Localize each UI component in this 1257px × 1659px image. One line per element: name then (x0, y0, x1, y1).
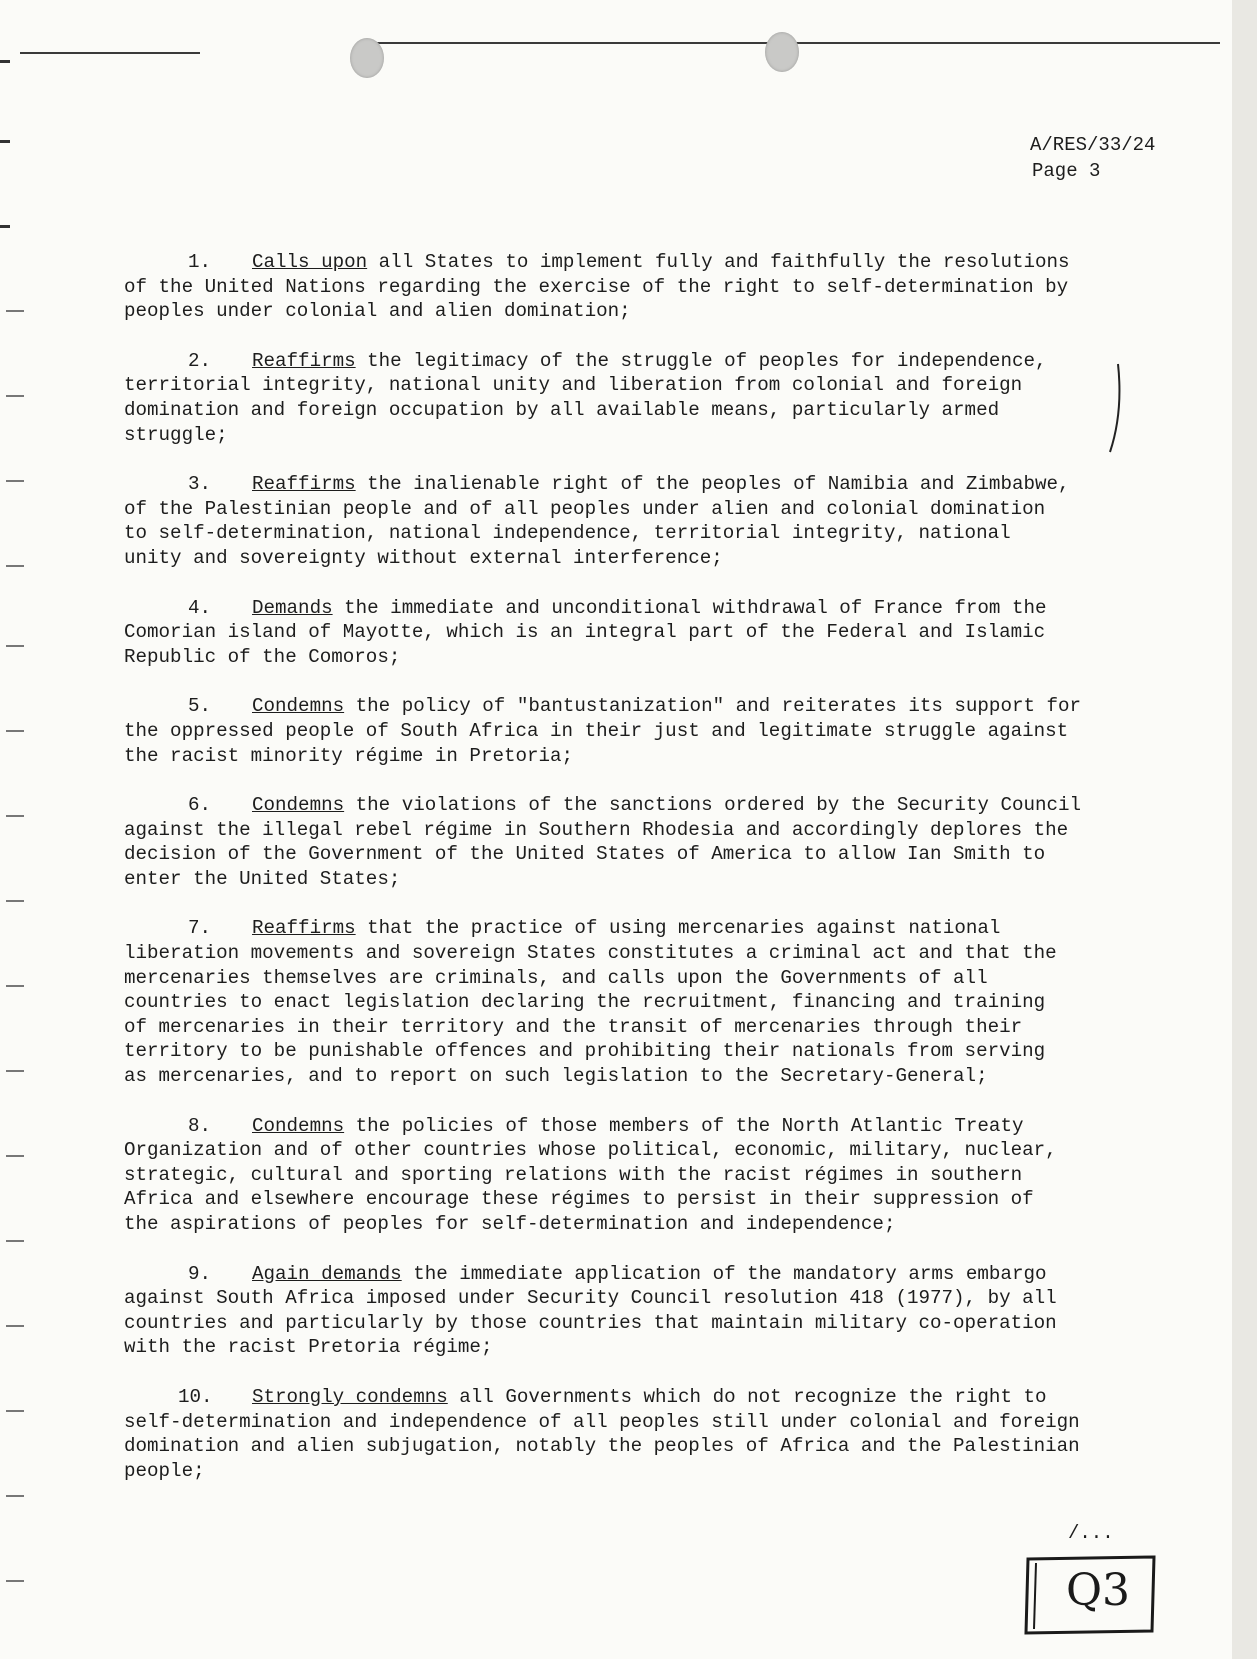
margin-tick (6, 900, 24, 902)
paragraph-number: 3. (188, 473, 212, 496)
operative-paragraph (124, 472, 1164, 570)
margin-tick (6, 645, 24, 647)
operative-paragraph (124, 1114, 1164, 1237)
operative-paragraph (124, 916, 1164, 1088)
margin-tick (6, 1070, 24, 1072)
paragraph-keyword: Reaffirms (252, 473, 356, 496)
margin-tick (6, 1155, 24, 1157)
paragraph-number: 4. (188, 596, 212, 619)
operative-paragraph (124, 793, 1164, 891)
operative-paragraph (124, 1262, 1164, 1360)
paragraph-keyword: Demands (252, 596, 333, 619)
operative-paragraph (124, 596, 1164, 670)
margin-tick (6, 565, 24, 567)
paragraph-keyword: Reaffirms (252, 917, 356, 940)
margin-mark (0, 140, 10, 143)
margin-tick (6, 1325, 24, 1327)
paragraph-text: all States to implement fully and faithfully the resolutions of the United Nations regarding the exercise of the right to self-determination by peoples under colonial and alien domination; (124, 251, 1070, 323)
margin-tick (6, 1580, 24, 1582)
margin-mark (0, 60, 10, 63)
paragraph-text: the immediate application of the mandatory arms embargo against South Africa imposed under Security Council resolution 418 (1977), by all countries and particularly by those countries that maintain military co-operation with the racist Pretoria régime; (124, 1262, 1057, 1359)
margin-mark (0, 225, 10, 228)
paragraph-number: 9. (188, 1262, 212, 1285)
operative-paragraph (124, 694, 1164, 768)
paragraph-keyword: Condemns (252, 794, 345, 817)
margin-bracket-mark (1108, 362, 1122, 454)
margin-tick (6, 730, 24, 732)
document-header (1030, 132, 1155, 184)
paragraph-keyword: Again demands (252, 1262, 402, 1285)
paragraph-text: the immediate and unconditional withdrawal of France from the Comorian island of Mayotte, which is an integral part of the Federal and Islamic Republic of the Comoros; (124, 596, 1047, 668)
operative-paragraph (124, 349, 1164, 447)
paragraph-text: all Governments which do not recognize the right to self-determination and independence of all peoples still under colonial and foreign domination and alien subjugation, notably the peoples of Africa and the Palestinian people; (124, 1385, 1080, 1482)
paragraph-text: the policy of "bantustanization" and reiterates its support for the oppressed people of South Africa in their just and legitimate struggle against the racist minority régime in Pretoria; (124, 695, 1082, 767)
paragraph-text: that the practice of using mercenaries against national liberation movements and sovereign States constitutes a criminal act and that the mercenaries themselves are criminals, and calls upon the Governments of all countries to enact legislation declaring the recruitment, financing and training of mercenaries in their territory and the transit of mercenaries through their territory to be punishable offences and prohibiting their nationals from serving as mercenaries, and to report on such legislation to the Secretary-General; (124, 917, 1057, 1088)
paragraph-number: 6. (188, 794, 212, 817)
punch-hole-right (765, 32, 799, 72)
page-number: Page 3 (1032, 160, 1101, 182)
paragraph-number: 2. (188, 349, 212, 372)
paragraph-keyword: Strongly condemns (252, 1385, 448, 1408)
operative-paragraph (124, 1385, 1164, 1483)
margin-tick (6, 815, 24, 817)
paragraph-text: the legitimacy of the struggle of peoples for independence, territorial integrity, national unity and liberation from colonial and foreign domination and foreign occupation by all available means, particularly armed struggle; (124, 349, 1047, 446)
top-rule-left (20, 52, 200, 54)
paragraph-text: the inalienable right of the peoples of Namibia and Zimbabwe, of the Palestinian people and of all peoples under alien and colonial domination to self-determination, national independence, territorial integrity, national unity and sovereignty without external interference; (124, 473, 1070, 569)
operative-paragraph (124, 250, 1164, 324)
stamp-code: Q3 (1065, 1565, 1131, 1616)
paragraph-number: 1. (188, 251, 212, 273)
paragraph-keyword: Condemns (252, 1114, 345, 1137)
punch-hole-left (350, 38, 384, 78)
paragraph-keyword: Condemns (252, 695, 345, 718)
margin-tick (6, 310, 24, 312)
resolution-body (124, 250, 1164, 1508)
paragraph-text: the policies of those members of the North Atlantic Treaty Organization and of other countries whose political, economic, military, nuclear, strategic, cultural and sporting relations with the racist régimes in southern Africa and elsewhere encourage these régimes to persist in their suppression of the aspirations of peoples for self-determination and independence; (124, 1114, 1057, 1235)
paragraph-number: 8. (188, 1114, 212, 1137)
continuation-marker: /... (1068, 1522, 1114, 1544)
margin-tick (6, 480, 24, 482)
paragraph-number: 10. (178, 1385, 213, 1408)
document-symbol: A/RES/33/24 (1030, 134, 1156, 156)
paragraph-keyword: Reaffirms (252, 349, 356, 372)
margin-tick (6, 1495, 24, 1497)
margin-tick (6, 395, 24, 397)
paragraph-number: 7. (188, 917, 212, 940)
paragraph-number: 5. (188, 695, 212, 718)
margin-tick (6, 1240, 24, 1242)
paragraph-keyword: Calls upon (252, 251, 368, 273)
margin-tick (6, 985, 24, 987)
margin-tick (6, 1410, 24, 1412)
paragraph-text: the violations of the sanctions ordered by the Security Council against the illegal rebel régime in Southern Rhodesia and accordingly deplores the decision of the Government of the United States of America to allow Ian Smith to enter the United States; (124, 794, 1082, 890)
page-edge-shadow (1232, 0, 1257, 1659)
